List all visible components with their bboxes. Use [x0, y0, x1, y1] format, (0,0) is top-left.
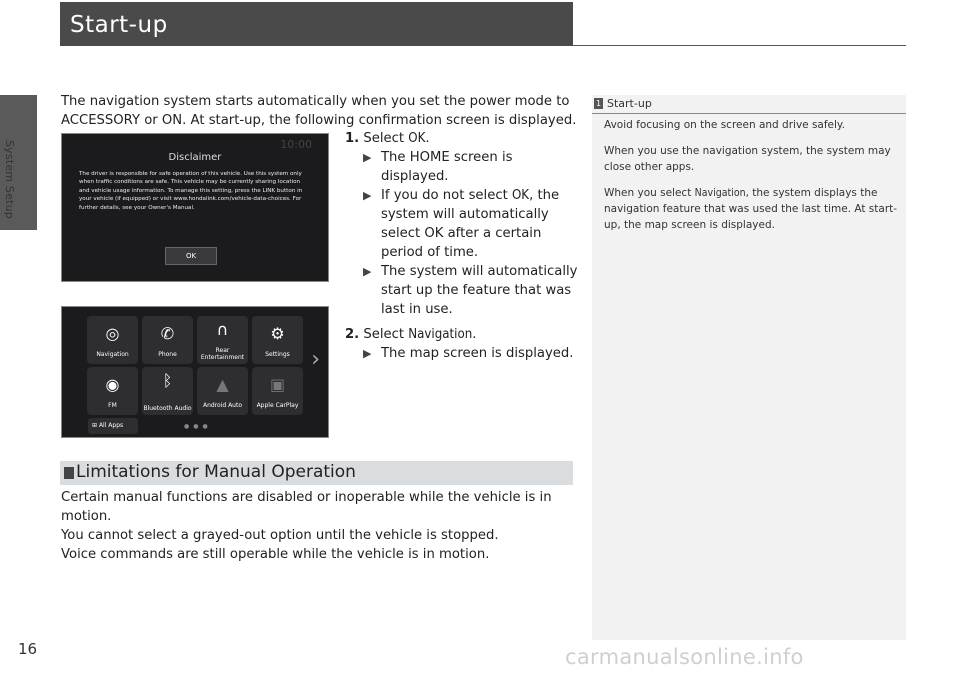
note-body	[604, 117, 900, 243]
arrow-icon: ▶	[363, 189, 372, 202]
disclaimer-title: Disclaimer	[168, 152, 222, 163]
apple-carplay-tile[interactable]	[252, 367, 303, 415]
result-keyword: OK	[511, 188, 530, 203]
result-text: , the system will automatically select OK after a certain period of time.	[381, 188, 560, 260]
note-text: , the system displays the navigation feature that was used the last time. At start-up, the map screen is displayed.	[604, 187, 898, 231]
settings-tile[interactable]	[252, 316, 303, 364]
tile-label: Apple CarPlay	[256, 402, 299, 409]
result-text: The HOME screen is displayed.	[381, 150, 513, 184]
page-title: Start-up	[70, 12, 168, 38]
step-number: 2.	[345, 327, 360, 342]
step-2	[345, 325, 580, 344]
clock-text: 10:00	[280, 138, 312, 151]
steps	[345, 129, 580, 363]
headphones-icon: ∩	[216, 320, 229, 339]
note-paragraph: When you use the navigation system, the system may close other apps.	[604, 145, 891, 173]
tile-label: Navigation	[96, 351, 129, 358]
tile-label: Android Auto	[202, 402, 243, 409]
result-text: The map screen is displayed.	[381, 346, 574, 361]
rear-entertainment-tile[interactable]	[197, 316, 248, 364]
step-result	[345, 262, 580, 319]
note-title: Start-up	[607, 97, 652, 110]
tile-label: FM	[108, 402, 117, 409]
tile-label: Settings	[265, 351, 290, 358]
chevron-right-icon[interactable]: ›	[311, 347, 320, 372]
android-auto-icon: ▲	[216, 375, 229, 394]
disclaimer-body: The driver is responsible for safe operation of this vehicle. Use this system only when traffic conditions are safe. This vehicle may be currently sharing location and vehicle usage information. To manage this setting, press the LINK button in your vehicle (if equipped) or visit www.hondalink.com/vehicle-data-choices. For further details, see your Owner's Manual.	[79, 171, 303, 211]
section-title: Limitations for Manual Operation	[76, 462, 356, 482]
note-text: When you select	[604, 187, 695, 199]
limitations-body	[61, 488, 581, 564]
disclaimer-screenshot	[61, 133, 329, 282]
result-text: The system will automatically start up the feature that was last in use.	[381, 264, 578, 317]
step-text: Select	[363, 327, 409, 342]
section-marker	[64, 467, 74, 479]
limitations-line: Certain manual functions are disabled or inoperable while the vehicle is in motion.	[61, 490, 552, 524]
intro-paragraph: The navigation system starts automatically when you set the power mode to ACCESSORY or ON. At start-up, the following confirmation screen is displayed.	[61, 94, 577, 128]
step-number: 1.	[345, 131, 360, 146]
watermark: carmanualsonline.info	[565, 645, 804, 669]
note-keyword: Navigation	[694, 187, 746, 199]
result-text: If you do not select	[381, 188, 512, 203]
fm-tile[interactable]	[87, 367, 138, 415]
grid-icon: ⊞	[92, 422, 99, 429]
arrow-icon: ▶	[363, 151, 372, 164]
step-text: .	[425, 131, 430, 146]
arrow-icon: ▶	[363, 347, 372, 360]
step-keyword: Navigation	[408, 327, 473, 342]
navigation-icon: ◎	[105, 324, 120, 343]
title-rule	[573, 45, 906, 46]
note-paragraph: Avoid focusing on the screen and drive safely.	[604, 119, 845, 131]
tile-label: Bluetooth Audio	[143, 405, 192, 412]
navigation-tile[interactable]	[87, 316, 138, 364]
android-auto-tile[interactable]	[197, 367, 248, 415]
step-text: Select	[363, 131, 409, 146]
limitations-line: You cannot select a grayed-out option until the vehicle is stopped.	[61, 528, 499, 543]
radio-icon: ◉	[105, 375, 120, 394]
tile-label: Rear Entertainment	[200, 347, 245, 361]
bluetooth-icon: ᛒ	[162, 371, 173, 390]
phone-icon: ✆	[160, 324, 175, 343]
section-label: System Setup	[3, 140, 16, 219]
step-result	[345, 148, 580, 186]
phone-tile[interactable]	[142, 316, 193, 364]
page-number: 16	[18, 640, 38, 658]
step-result	[345, 344, 580, 363]
bluetooth-audio-tile[interactable]	[142, 367, 193, 415]
step-text: .	[472, 327, 477, 342]
home-screenshot	[61, 306, 329, 438]
tile-label: Phone	[158, 351, 177, 358]
ok-button[interactable]: OK	[165, 247, 217, 265]
carplay-icon: ▣	[269, 375, 286, 394]
limitations-line: Voice commands are still operable while the vehicle is in motion.	[61, 547, 490, 562]
step-keyword: OK	[408, 131, 426, 146]
step-result	[345, 186, 580, 262]
all-apps-label: All Apps	[98, 422, 124, 429]
step-1	[345, 129, 580, 148]
all-apps-button[interactable]	[88, 418, 138, 434]
page-dots: ●●●	[184, 423, 212, 430]
note-paragraph	[604, 185, 900, 233]
note-icon: 1	[595, 99, 602, 108]
arrow-icon: ▶	[363, 265, 372, 278]
gear-icon: ⚙	[270, 324, 285, 343]
